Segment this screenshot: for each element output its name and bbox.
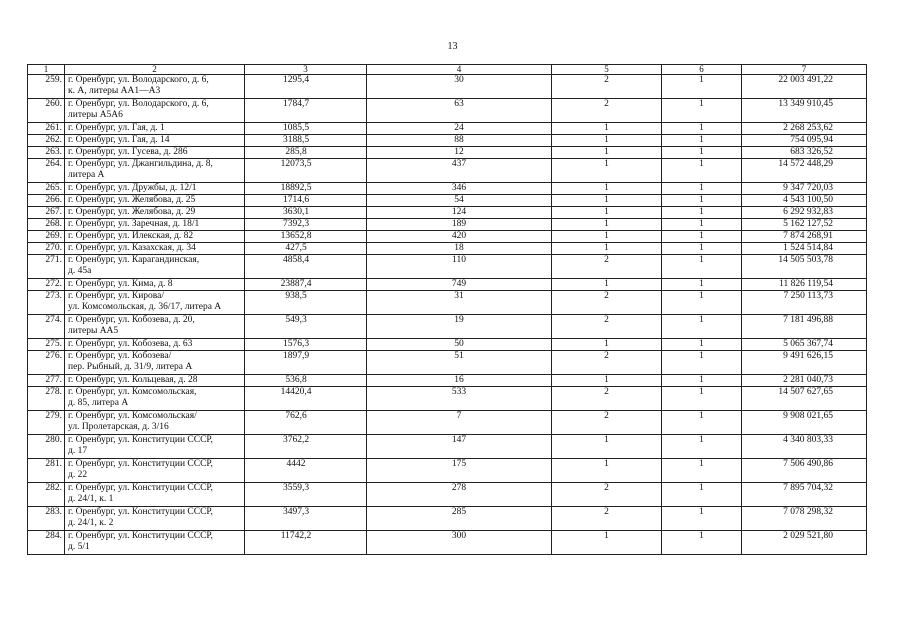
column-4-cell: 278 (367, 483, 552, 507)
column-5-cell: 1 (552, 531, 662, 555)
column-6-cell: 1 (662, 279, 742, 291)
column-header: 3 (245, 65, 367, 75)
column-6-cell: 1 (662, 219, 742, 231)
address-line: г. Оренбург, ул. Володарского, д. 6, (68, 75, 209, 85)
row-number-cell: 280. (28, 435, 65, 459)
area-cell: 11742,2 (245, 531, 367, 555)
cost-cell: 9 347 720,03 (742, 183, 867, 195)
address-cell (65, 507, 245, 531)
table-row (28, 183, 867, 195)
area-cell: 1295,4 (245, 75, 367, 99)
address-line: д. 24/1, к. 1 (68, 494, 114, 504)
column-6-cell: 1 (662, 147, 742, 159)
cost-cell: 7 874 268,91 (742, 231, 867, 243)
column-5-cell: 1 (552, 243, 662, 255)
address-line: г. Оренбург, ул. Комсомольская, (68, 387, 197, 397)
table-row (28, 507, 867, 531)
address-cell (65, 183, 245, 195)
column-4-cell: 110 (367, 255, 552, 279)
address-line: д. 22 (68, 470, 88, 480)
column-6-cell: 1 (662, 183, 742, 195)
column-4-cell: 16 (367, 375, 552, 387)
address-line: г. Оренбург, ул. Желябова, д. 25 (68, 195, 196, 205)
row-number-cell: 259. (28, 75, 65, 99)
address-cell (65, 291, 245, 315)
cost-cell: 2 268 253,62 (742, 123, 867, 135)
table-row (28, 147, 867, 159)
row-number-cell: 265. (28, 183, 65, 195)
table-row (28, 315, 867, 339)
column-5-cell: 2 (552, 99, 662, 123)
table-row (28, 279, 867, 291)
area-cell: 3497,3 (245, 507, 367, 531)
area-cell: 3559,3 (245, 483, 367, 507)
area-cell: 1714,6 (245, 195, 367, 207)
address-cell (65, 351, 245, 375)
column-4-cell: 124 (367, 207, 552, 219)
address-line: г. Оренбург, ул. Конституции СССР, (68, 435, 213, 445)
address-line: г. Оренбург, ул. Казахская, д. 34 (68, 243, 196, 253)
address-cell (65, 123, 245, 135)
column-header: 6 (662, 65, 742, 75)
row-number-cell: 274. (28, 315, 65, 339)
table-row (28, 99, 867, 123)
cost-cell: 7 506 490,86 (742, 459, 867, 483)
register-table (27, 64, 867, 555)
cost-cell: 4 340 803,33 (742, 435, 867, 459)
table-row (28, 387, 867, 411)
address-cell (65, 219, 245, 231)
cost-cell: 1 524 514,84 (742, 243, 867, 255)
area-cell: 1085,5 (245, 123, 367, 135)
address-line: г. Оренбург, ул. Джангильдина, д. 8, (68, 159, 213, 169)
column-6-cell: 1 (662, 291, 742, 315)
address-cell (65, 411, 245, 435)
column-header: 5 (552, 65, 662, 75)
column-4-cell: 19 (367, 315, 552, 339)
address-line: г. Оренбург, ул. Кольцевая, д. 28 (68, 375, 198, 385)
address-line: д. 5/1 (68, 542, 90, 552)
address-line: г. Оренбург, ул. Желябова, д. 29 (68, 207, 196, 217)
address-cell (65, 435, 245, 459)
row-number-cell: 283. (28, 507, 65, 531)
area-cell: 549,3 (245, 315, 367, 339)
address-line: г. Оренбург, ул. Кирова/ (68, 291, 164, 301)
column-header: 7 (742, 65, 867, 75)
column-6-cell: 1 (662, 435, 742, 459)
area-cell: 427,5 (245, 243, 367, 255)
area-cell: 18892,5 (245, 183, 367, 195)
column-4-cell: 346 (367, 183, 552, 195)
column-4-cell: 51 (367, 351, 552, 375)
area-cell: 3630,1 (245, 207, 367, 219)
address-line: г. Оренбург, ул. Заречная, д. 18/1 (68, 219, 200, 229)
column-5-cell: 1 (552, 339, 662, 351)
column-4-cell: 300 (367, 531, 552, 555)
table-row (28, 123, 867, 135)
column-5-cell: 1 (552, 219, 662, 231)
address-cell (65, 315, 245, 339)
column-5-cell: 1 (552, 375, 662, 387)
cost-cell: 22 003 491,22 (742, 75, 867, 99)
address-cell (65, 207, 245, 219)
table-row (28, 255, 867, 279)
column-6-cell: 1 (662, 387, 742, 411)
column-6-cell: 1 (662, 255, 742, 279)
address-line: ул. Комсомольская, д. 36/17, литера А (68, 302, 222, 312)
column-4-cell: 189 (367, 219, 552, 231)
column-4-cell: 285 (367, 507, 552, 531)
column-4-cell: 63 (367, 99, 552, 123)
row-number-cell: 270. (28, 243, 65, 255)
table-row (28, 483, 867, 507)
column-5-cell: 1 (552, 459, 662, 483)
address-line: д. 85, литера А (68, 398, 129, 408)
area-cell: 4442 (245, 459, 367, 483)
area-cell: 285,8 (245, 147, 367, 159)
address-line: к. А, литеры АА1—А3 (68, 86, 161, 96)
address-cell (65, 99, 245, 123)
column-5-cell: 2 (552, 411, 662, 435)
address-line: д. 45а (68, 266, 92, 276)
row-number-cell: 268. (28, 219, 65, 231)
cost-cell: 5 162 127,52 (742, 219, 867, 231)
cost-cell: 2 029 521,80 (742, 531, 867, 555)
row-number-cell: 269. (28, 231, 65, 243)
cost-cell: 9 908 021,65 (742, 411, 867, 435)
cost-cell: 14 505 503,78 (742, 255, 867, 279)
column-4-cell: 420 (367, 231, 552, 243)
row-number-cell: 273. (28, 291, 65, 315)
column-4-cell: 88 (367, 135, 552, 147)
column-5-cell: 1 (552, 231, 662, 243)
cost-cell: 6 292 932,83 (742, 207, 867, 219)
address-line: литеры АА5 (68, 326, 119, 336)
column-4-cell: 18 (367, 243, 552, 255)
cost-cell: 14 572 448,29 (742, 159, 867, 183)
table-row (28, 243, 867, 255)
area-cell: 938,5 (245, 291, 367, 315)
cost-cell: 2 281 040,73 (742, 375, 867, 387)
row-number-cell: 278. (28, 387, 65, 411)
address-line: ул. Пролетарская, д. 3/16 (68, 422, 169, 432)
table-row (28, 459, 867, 483)
address-line: г. Оренбург, ул. Конституции СССР, (68, 531, 213, 541)
table-row (28, 195, 867, 207)
column-5-cell: 1 (552, 135, 662, 147)
area-cell: 3188,5 (245, 135, 367, 147)
column-6-cell: 1 (662, 159, 742, 183)
table-body (28, 75, 867, 555)
column-6-cell: 1 (662, 315, 742, 339)
area-cell: 1576,3 (245, 339, 367, 351)
address-cell (65, 375, 245, 387)
row-number-cell: 271. (28, 255, 65, 279)
column-header: 2 (65, 65, 245, 75)
address-cell (65, 339, 245, 351)
area-cell: 762,6 (245, 411, 367, 435)
address-line: г. Оренбург, ул. Конституции СССР, (68, 459, 213, 469)
column-5-cell: 1 (552, 207, 662, 219)
area-cell: 14420,4 (245, 387, 367, 411)
column-5-cell: 2 (552, 483, 662, 507)
column-5-cell: 1 (552, 183, 662, 195)
column-5-cell: 1 (552, 123, 662, 135)
column-5-cell: 1 (552, 435, 662, 459)
table-row (28, 219, 867, 231)
cost-cell: 5 065 367,74 (742, 339, 867, 351)
column-5-cell: 2 (552, 75, 662, 99)
area-cell: 536,8 (245, 375, 367, 387)
column-4-cell: 30 (367, 75, 552, 99)
row-number-cell: 272. (28, 279, 65, 291)
address-cell (65, 483, 245, 507)
table-row (28, 207, 867, 219)
address-line: г. Оренбург, ул. Конституции СССР, (68, 483, 213, 493)
area-cell: 13652,8 (245, 231, 367, 243)
row-number-cell: 284. (28, 531, 65, 555)
column-6-cell: 1 (662, 243, 742, 255)
table-row (28, 231, 867, 243)
area-cell: 4858,4 (245, 255, 367, 279)
address-line: литера А (68, 170, 105, 180)
column-4-cell: 437 (367, 159, 552, 183)
column-5-cell: 2 (552, 507, 662, 531)
address-line: г. Оренбург, ул. Конституции СССР, (68, 507, 213, 517)
row-number-cell: 275. (28, 339, 65, 351)
column-6-cell: 1 (662, 195, 742, 207)
area-cell: 1784,7 (245, 99, 367, 123)
address-cell (65, 279, 245, 291)
column-4-cell: 7 (367, 411, 552, 435)
column-5-cell: 1 (552, 159, 662, 183)
address-line: г. Оренбург, ул. Дружбы, д. 12/1 (68, 183, 197, 193)
row-number-cell: 266. (28, 195, 65, 207)
address-cell (65, 159, 245, 183)
address-cell (65, 147, 245, 159)
table-row (28, 135, 867, 147)
column-5-cell: 2 (552, 255, 662, 279)
area-cell: 23887,4 (245, 279, 367, 291)
address-line: д. 24/1, к. 2 (68, 518, 114, 528)
column-6-cell: 1 (662, 459, 742, 483)
column-5-cell: 1 (552, 195, 662, 207)
address-line: г. Оренбург, ул. Гусева, д. 286 (68, 147, 188, 157)
address-line: г. Оренбург, ул. Комсомольская/ (68, 411, 197, 421)
table-row (28, 291, 867, 315)
column-5-cell: 2 (552, 315, 662, 339)
address-cell (65, 231, 245, 243)
table-row (28, 435, 867, 459)
cost-cell: 7 895 704,32 (742, 483, 867, 507)
address-cell (65, 195, 245, 207)
address-line: г. Оренбург, ул. Кима, д. 8 (68, 279, 173, 289)
column-6-cell: 1 (662, 231, 742, 243)
header-row (28, 65, 867, 75)
area-cell: 7392,3 (245, 219, 367, 231)
cost-cell: 754 095,94 (742, 135, 867, 147)
row-number-cell: 262. (28, 135, 65, 147)
cost-cell: 4 543 100,50 (742, 195, 867, 207)
column-4-cell: 54 (367, 195, 552, 207)
column-header: 4 (367, 65, 552, 75)
column-6-cell: 1 (662, 507, 742, 531)
address-cell (65, 75, 245, 99)
column-5-cell: 2 (552, 351, 662, 375)
table-row (28, 339, 867, 351)
column-5-cell: 2 (552, 387, 662, 411)
table-row (28, 411, 867, 435)
address-line: д. 17 (68, 446, 88, 456)
row-number-cell: 261. (28, 123, 65, 135)
address-line: литеры А5А6 (68, 110, 123, 120)
area-cell: 3762,2 (245, 435, 367, 459)
row-number-cell: 267. (28, 207, 65, 219)
page-number: 13 (447, 41, 458, 52)
address-line: пер. Рыбный, д. 31/9, литера А (68, 362, 193, 372)
table-row (28, 375, 867, 387)
address-cell (65, 531, 245, 555)
area-cell: 1897,9 (245, 351, 367, 375)
address-line: г. Оренбург, ул. Володарского, д. 6, (68, 99, 209, 109)
row-number-cell: 260. (28, 99, 65, 123)
cost-cell: 13 349 910,45 (742, 99, 867, 123)
column-4-cell: 12 (367, 147, 552, 159)
area-cell: 12073,5 (245, 159, 367, 183)
column-6-cell: 1 (662, 411, 742, 435)
column-4-cell: 31 (367, 291, 552, 315)
row-number-cell: 279. (28, 411, 65, 435)
cost-cell: 7 078 298,32 (742, 507, 867, 531)
column-6-cell: 1 (662, 351, 742, 375)
address-cell (65, 255, 245, 279)
address-cell (65, 135, 245, 147)
address-line: г. Оренбург, ул. Гая, д. 14 (68, 135, 170, 145)
address-cell (65, 387, 245, 411)
column-6-cell: 1 (662, 339, 742, 351)
address-line: г. Оренбург, ул. Кобозева, д. 20, (68, 315, 195, 325)
column-header: 1 (28, 65, 65, 75)
column-4-cell: 749 (367, 279, 552, 291)
address-line: г. Оренбург, ул. Гая, д. 1 (68, 123, 165, 133)
cost-cell: 683 326,52 (742, 147, 867, 159)
column-4-cell: 24 (367, 123, 552, 135)
row-number-cell: 282. (28, 483, 65, 507)
address-line: г. Оренбург, ул. Кобозева/ (68, 351, 172, 361)
cost-cell: 11 826 119,54 (742, 279, 867, 291)
column-6-cell: 1 (662, 99, 742, 123)
column-4-cell: 147 (367, 435, 552, 459)
column-6-cell: 1 (662, 207, 742, 219)
column-6-cell: 1 (662, 75, 742, 99)
column-4-cell: 533 (367, 387, 552, 411)
cost-cell: 9 491 626,15 (742, 351, 867, 375)
address-cell (65, 243, 245, 255)
cost-cell: 14 507 627,65 (742, 387, 867, 411)
column-5-cell: 2 (552, 291, 662, 315)
column-4-cell: 50 (367, 339, 552, 351)
address-line: г. Оренбург, ул. Кобозева, д. 63 (68, 339, 193, 349)
address-line: г. Оренбург, ул. Илекская, д. 82 (68, 231, 194, 241)
column-5-cell: 1 (552, 147, 662, 159)
column-6-cell: 1 (662, 483, 742, 507)
column-4-cell: 175 (367, 459, 552, 483)
column-6-cell: 1 (662, 123, 742, 135)
row-number-cell: 263. (28, 147, 65, 159)
table-row (28, 75, 867, 99)
row-number-cell: 277. (28, 375, 65, 387)
row-number-cell: 281. (28, 459, 65, 483)
row-number-cell: 264. (28, 159, 65, 183)
table-row (28, 159, 867, 183)
column-6-cell: 1 (662, 531, 742, 555)
column-6-cell: 1 (662, 375, 742, 387)
cost-cell: 7 181 496,88 (742, 315, 867, 339)
row-number-cell: 276. (28, 351, 65, 375)
table-row (28, 531, 867, 555)
column-5-cell: 1 (552, 279, 662, 291)
table-row (28, 351, 867, 375)
column-6-cell: 1 (662, 135, 742, 147)
address-cell (65, 459, 245, 483)
address-line: г. Оренбург, ул. Карагандинская, (68, 255, 200, 265)
cost-cell: 7 250 113,73 (742, 291, 867, 315)
